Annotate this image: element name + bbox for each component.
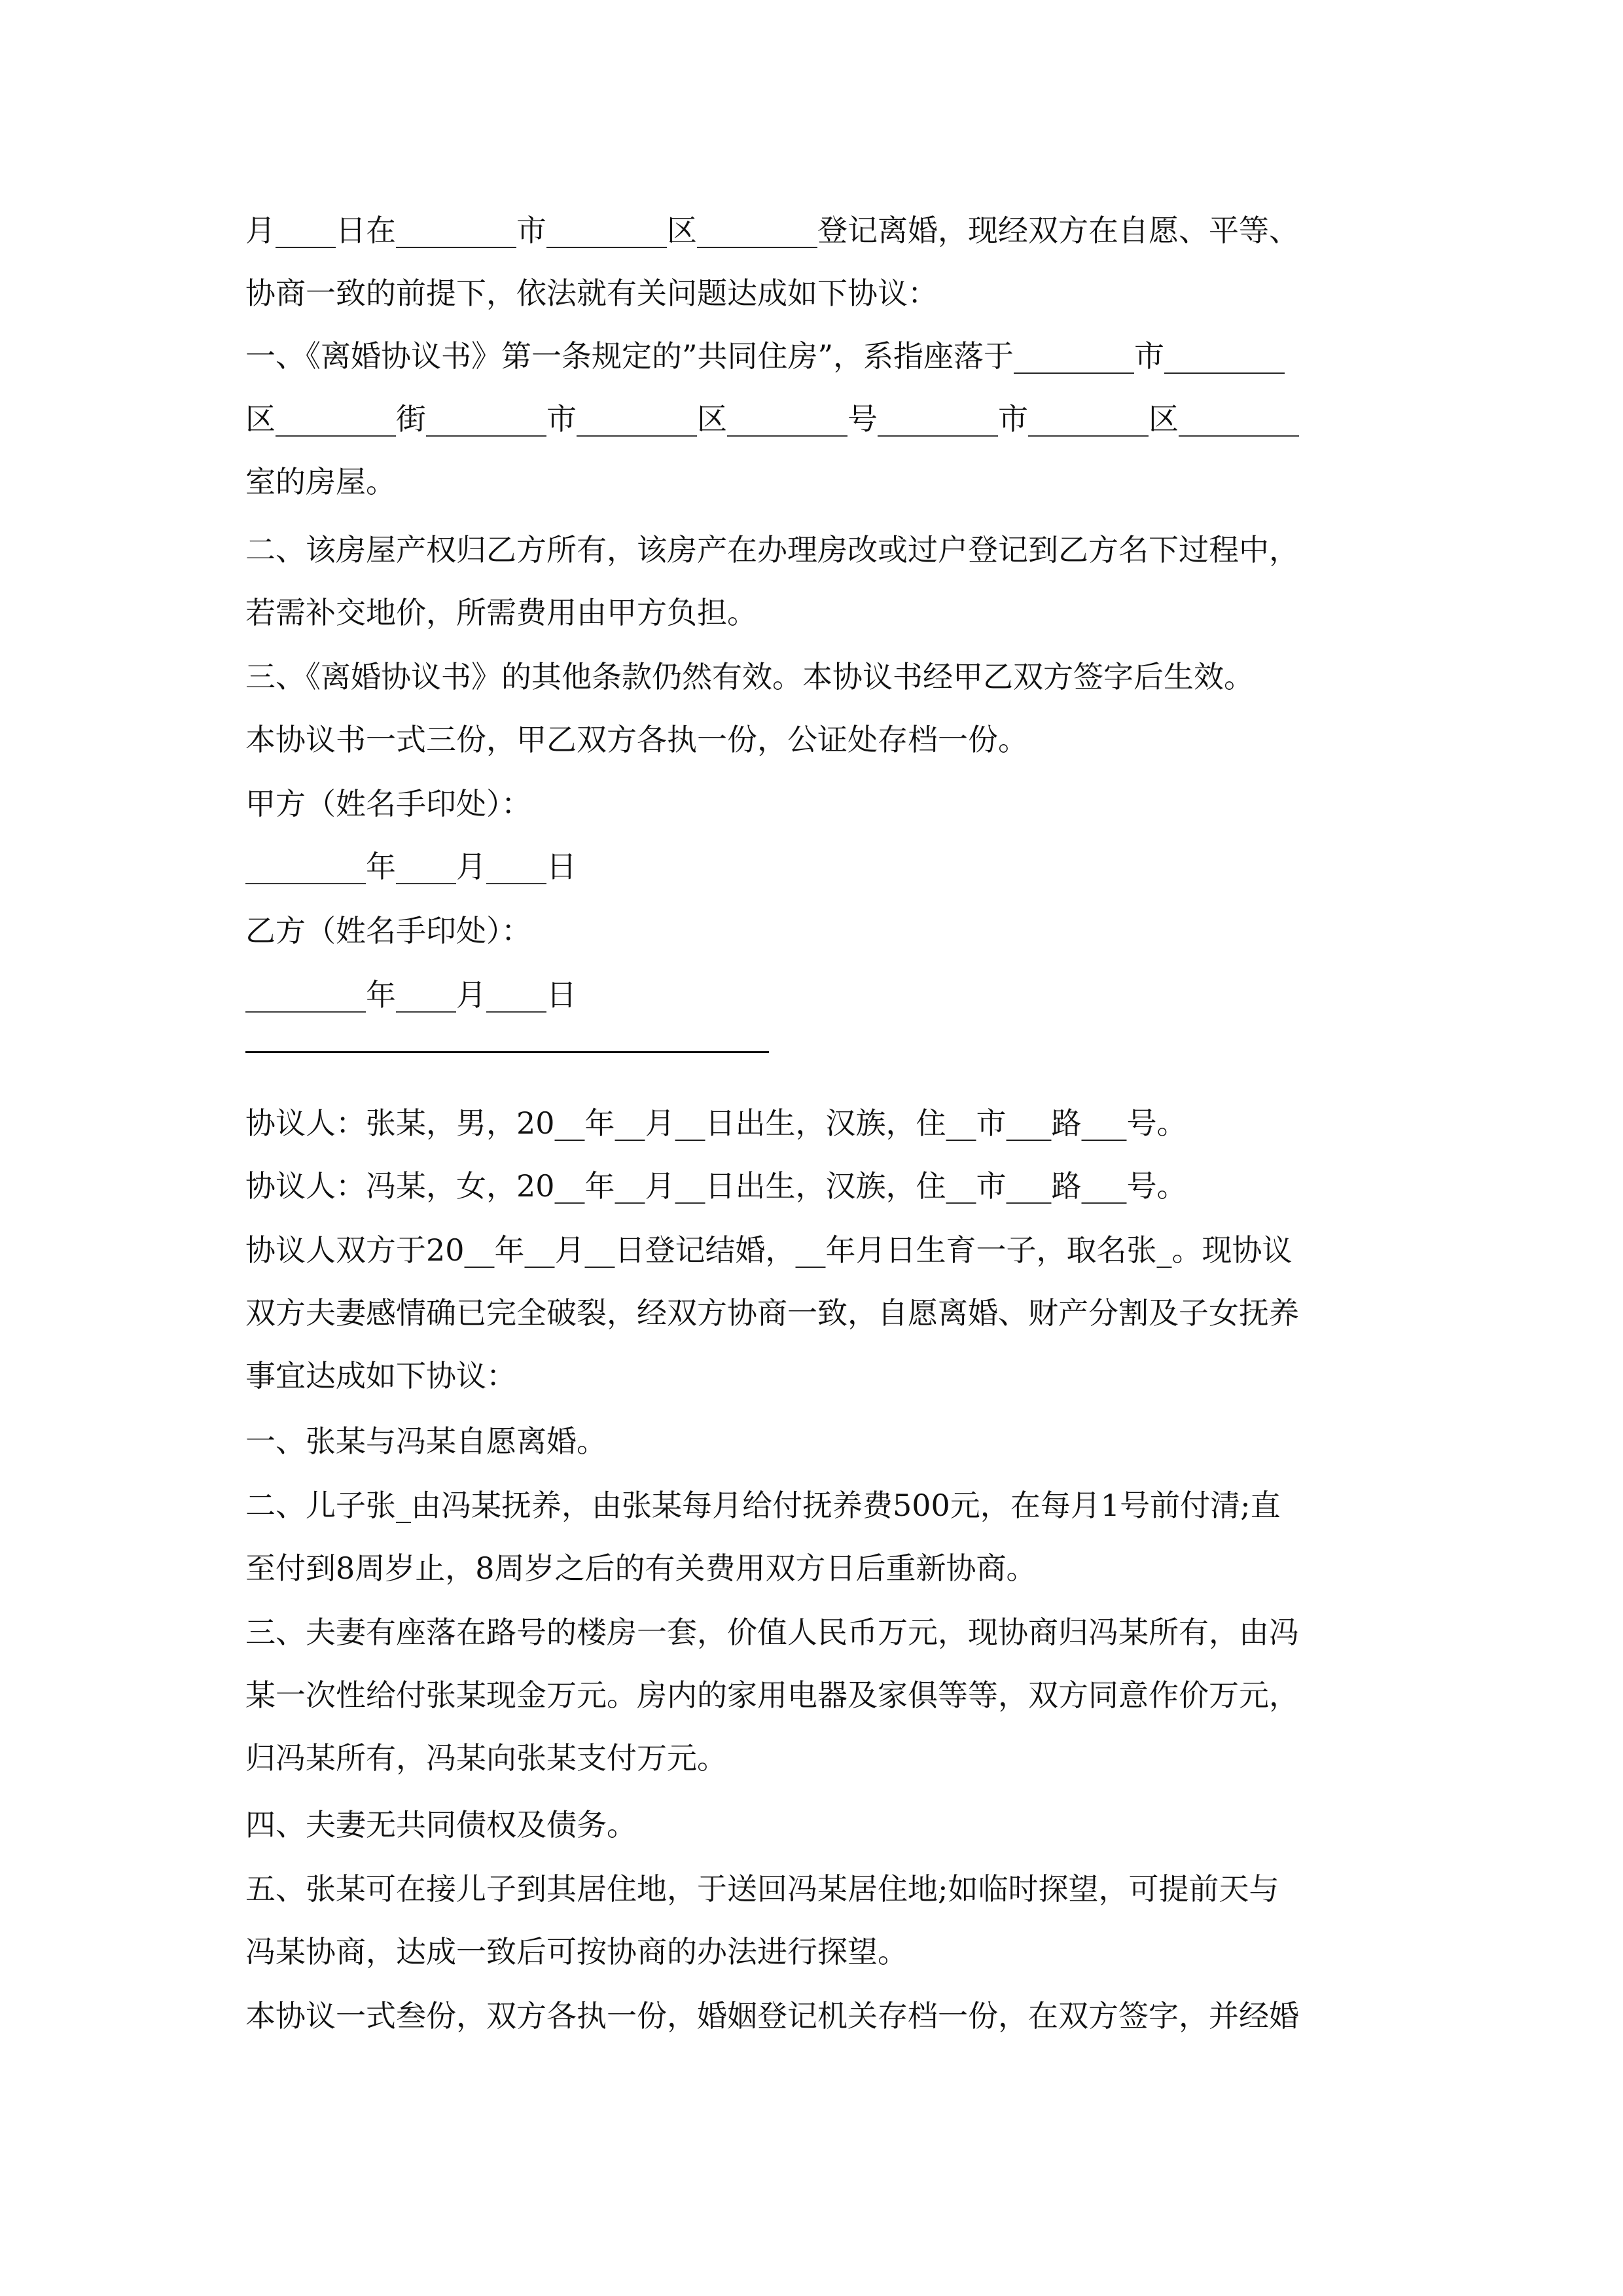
text-line: 室的房屋。 xyxy=(245,464,396,499)
section-divider xyxy=(245,1051,769,1053)
text-line: 协商一致的前提下，依法就有关问题达成如下协议： xyxy=(245,276,938,311)
text-line: 归冯某所有，冯某向张某支付万元。 xyxy=(245,1740,727,1776)
text-line: 双方夫妻感情确已完全破裂，经双方协商一致，自愿离婚、财产分割及子女抚养 xyxy=(245,1295,1299,1331)
text-line: 二、该房屋产权归乙方所有，该房产在办理房改或过户登记到乙方名下过程中， xyxy=(245,532,1299,567)
text-line: 二、儿子张_由冯某抚养，由张某每月给付抚养费500元，在每月1号前付清;直 xyxy=(245,1488,1281,1523)
text-line: 事宜达成如下协议： xyxy=(245,1358,516,1393)
text-line: 协议人双方于20__年__月__日登记结婚，__年月日生育一子，取名张_。现协议 xyxy=(245,1232,1293,1268)
text-line: 协议人：张某，男，20__年__月__日出生，汉族，住__市___路___号。 xyxy=(245,1105,1187,1141)
text-line: 三、夫妻有座落在路号的楼房一套，价值人民币万元，现协商归冯某所有，由冯 xyxy=(245,1615,1299,1650)
text-line: 区________街________市________区________号________市________区________ xyxy=(245,401,1299,437)
date-line-party-a: ________年____月____日 xyxy=(245,849,577,884)
text-line: 月____日在________市________区________登记离婚，现经双方在自愿、平等、 xyxy=(245,213,1299,248)
text-line: 协议人：冯某，女，20__年__月__日出生，汉族，住__市___路___号。 xyxy=(245,1168,1187,1204)
text-line: 四、夫妻无共同债权及债务。 xyxy=(245,1807,637,1842)
text-line: 一、《离婚协议书》第一条规定的”共同住房”，系指座落于________市________ xyxy=(245,338,1285,374)
text-line: 本协议一式叁份，双方各执一份，婚姻登记机关存档一份，在双方签字，并经婚 xyxy=(245,1998,1299,2034)
signature-label-party-b: 乙方（姓名手印处）： xyxy=(245,913,531,948)
date-line-party-b: ________年____月____日 xyxy=(245,977,577,1013)
text-line: 本协议书一式三份，甲乙双方各执一份，公证处存档一份。 xyxy=(245,722,1028,757)
signature-label-party-a: 甲方（姓名手印处）： xyxy=(245,786,531,821)
text-line: 冯某协商，达成一致后可按协商的办法进行探望。 xyxy=(245,1934,908,1969)
text-line: 五、张某可在接儿子到其居住地，于送回冯某居住地;如临时探望，可提前天与 xyxy=(245,1871,1279,1907)
text-line: 三、《离婚协议书》的其他条款仍然有效。本协议书经甲乙双方签字后生效。 xyxy=(245,659,1254,694)
text-line: 某一次性给付张某现金万元。房内的家用电器及家俱等等，双方同意作价万元， xyxy=(245,1677,1299,1713)
text-line: 至付到8周岁止，8周岁之后的有关费用双方日后重新协商。 xyxy=(245,1551,1037,1586)
text-line: 一、张某与冯某自愿离婚。 xyxy=(245,1424,607,1459)
text-line: 若需补交地价，所需费用由甲方负担。 xyxy=(245,595,757,630)
